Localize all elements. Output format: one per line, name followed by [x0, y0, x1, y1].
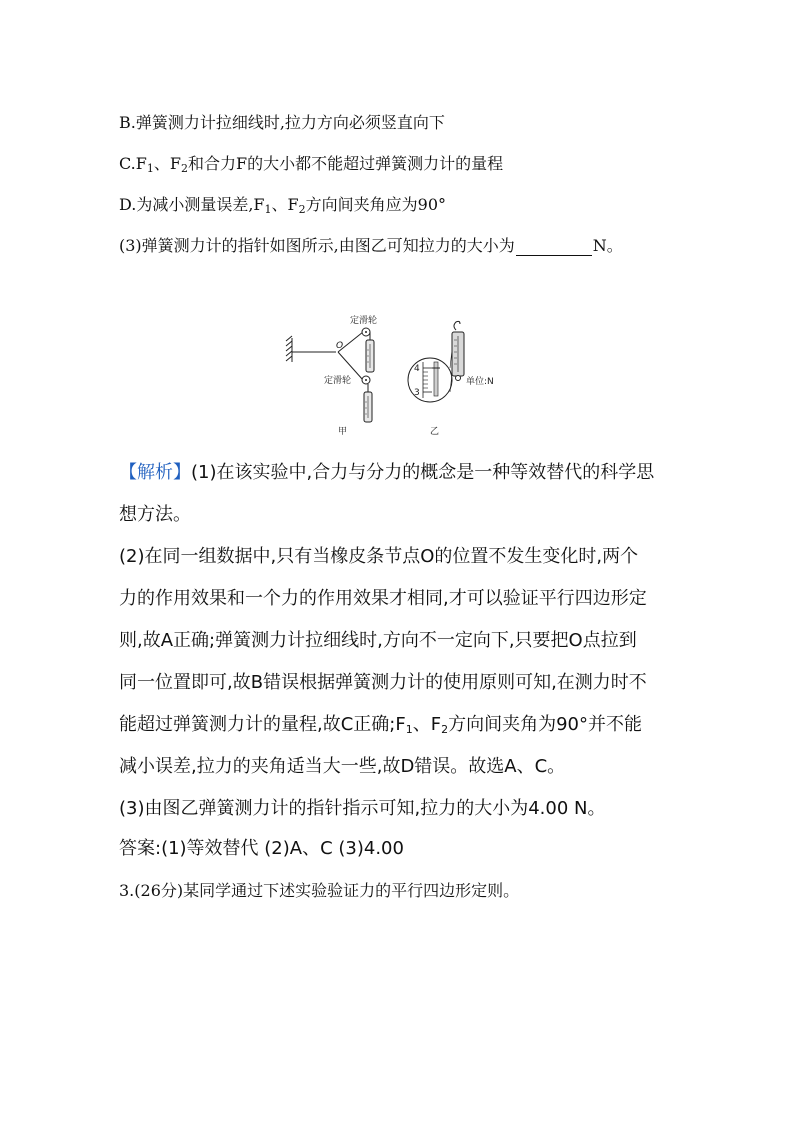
next-question: 3.(26分)某同学通过下述实验验证力的平行四边形定则。: [119, 881, 520, 900]
knot-label: O: [336, 341, 344, 351]
bottom-pulley-icon: [362, 376, 370, 384]
caption-right: 乙: [430, 427, 440, 437]
option-b: B.弹簧测力计拉细线时,拉力方向必须竖直向下: [119, 113, 445, 132]
option-c: $C.F_1$、$F_2$和合力F的大小都不能超过弹簧测力计的量程: [119, 154, 504, 175]
analysis-p3-line1: (3)由图乙弹簧测力计的指针指示可知,拉力的大小为4.00 N。: [119, 798, 606, 819]
analysis-p2-line2: 力的作用效果和一个力的作用效果才相同,才可以验证平行四边形定: [119, 588, 647, 609]
analysis-p2-line6: 减小误差,拉力的夹角适当大一些,故D错误。故选A、C。: [119, 756, 566, 777]
lower-spring-scale-icon: [364, 392, 372, 422]
experiment-diagram: [280, 310, 520, 440]
spring-scale-icon: [452, 321, 464, 380]
top-pulley-icon: [362, 328, 370, 336]
bottom-pulley-label: 定滑轮: [324, 376, 352, 386]
answer-blank: [516, 237, 592, 256]
analysis-p2-line1: (2)在同一组数据中,只有当橡皮条节点O的位置不发生变化时,两个: [119, 546, 639, 567]
top-pulley-label: 定滑轮: [350, 316, 378, 326]
option-d: D.为减小测量误差$,F_1$、$F_2$方向间夹角应为90°: [119, 195, 447, 216]
question-3: (3)弹簧测力计的指针如图所示,由图乙可知拉力的大小为 N。: [119, 236, 623, 255]
caption-left: 甲: [338, 427, 348, 437]
analysis-p1-line1: 【解析】(1)在该实验中,合力与分力的概念是一种等效替代的科学思: [119, 462, 655, 483]
experiment-figure: [280, 310, 520, 440]
wall-icon: [286, 336, 292, 362]
analysis-p2-line4: 同一位置即可,故B错误根据弹簧测力计的使用原则可知,在测力时不: [119, 672, 647, 693]
unit-label: 单位:N: [466, 377, 494, 387]
scale-mark-4: 4: [414, 364, 420, 374]
analysis-p2-line5: 能超过弹簧测力计的量程,故C正确$;F_1$、$F_2$方向间夹角为90°并不能: [119, 714, 642, 736]
analysis-p2-line3: 则,故A正确;弹簧测力计拉细线时,方向不一定向下,只要把O点拉到: [119, 630, 637, 651]
answer-line: 答案:(1)等效替代 (2)A、C (3)4.00: [119, 838, 404, 859]
upper-spring-scale-icon: [366, 340, 374, 372]
analysis-p1-line2: 想方法。: [119, 504, 191, 525]
analysis-tag: 【解析】: [119, 462, 191, 483]
scale-mark-3: 3: [414, 388, 420, 398]
